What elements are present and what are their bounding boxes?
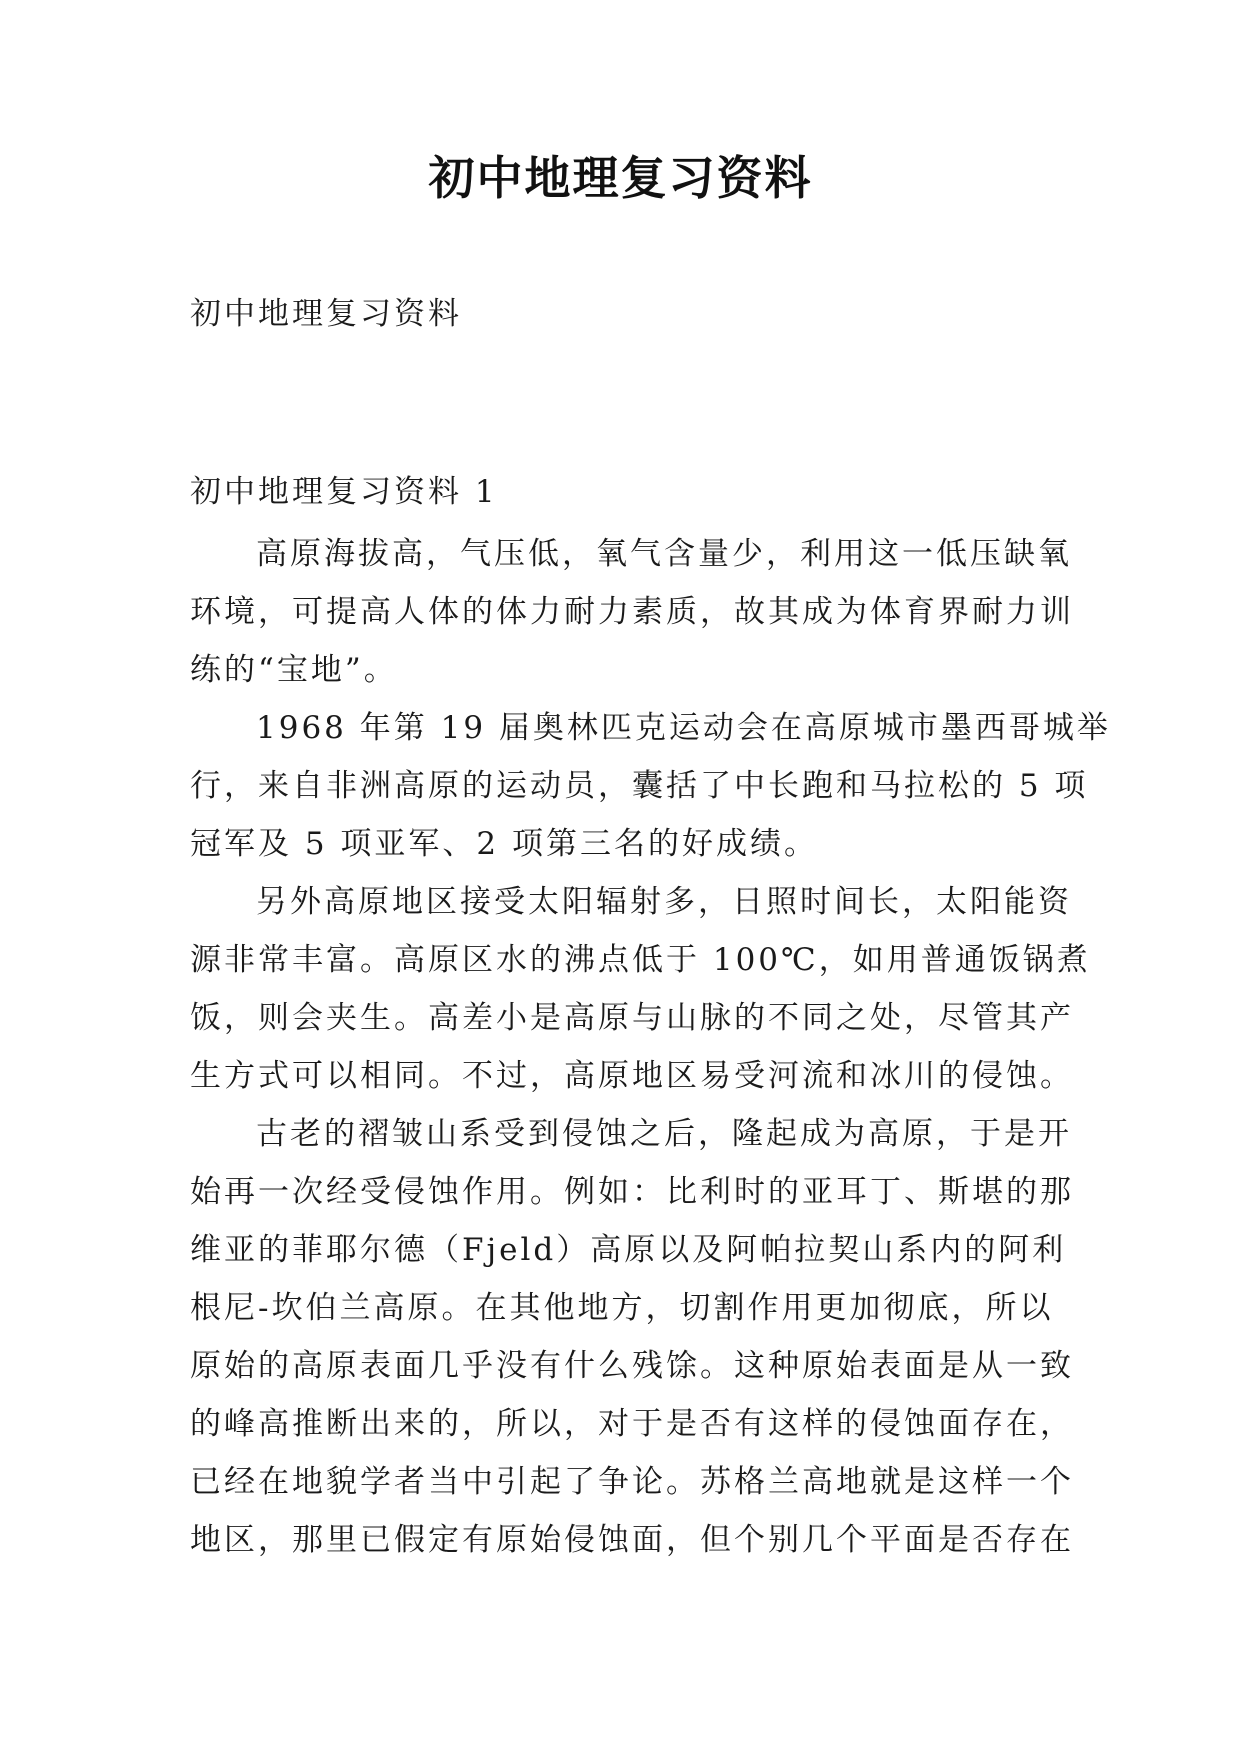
document-title: 初中地理复习资料 [428, 151, 813, 205]
paragraph-line: 高原海拔高，气压低，氧气含量少，利用这一低压缺氧 [256, 536, 1072, 572]
paragraph-line: 始再一次经受侵蚀作用。例如：比利时的亚耳丁、斯堪的那 [190, 1174, 1074, 1210]
paragraph-line: 已经在地貌学者当中引起了争论。苏格兰高地就是这样一个 [190, 1464, 1074, 1500]
paragraph-line: 另外高原地区接受太阳辐射多，日照时间长，太阳能资 [256, 884, 1072, 920]
document-subtitle: 初中地理复习资料 [190, 296, 462, 332]
paragraph-line: 环境，可提高人体的体力耐力素质，故其成为体育界耐力训 [190, 594, 1074, 630]
section-heading: 初中地理复习资料 1 [190, 474, 498, 510]
paragraph-line: 维亚的菲耶尔德（Fjeld）高原以及阿帕拉契山系内的阿利 [190, 1232, 1067, 1268]
paragraph-line: 的峰高推断出来的，所以，对于是否有这样的侵蚀面存在， [190, 1406, 1074, 1442]
paragraph-line: 1968 年第 19 届奥林匹克运动会在高原城市墨西哥城举 [256, 710, 1111, 746]
body-text [190, 525, 1111, 1569]
paragraph-line: 原始的高原表面几乎没有什么残馀。这种原始表面是从一致 [190, 1348, 1074, 1384]
paragraph-line: 古老的褶皱山系受到侵蚀之后，隆起成为高原，于是开 [256, 1116, 1072, 1152]
paragraph-line: 行，来自非洲高原的运动员，囊括了中长跑和马拉松的 5 项 [190, 768, 1089, 804]
paragraph-line: 根尼-坎伯兰高原。在其他地方，切割作用更加彻底，所以 [190, 1290, 1054, 1326]
paragraph-line: 源非常丰富。高原区水的沸点低于 100℃，如用普通饭锅煮 [190, 942, 1091, 978]
paragraph-line: 地区，那里已假定有原始侵蚀面，但个别几个平面是否存在 [190, 1522, 1074, 1558]
paragraph-line: 练的“宝地”。 [190, 652, 398, 688]
paragraph-line: 冠军及 5 项亚军、2 项第三名的好成绩。 [190, 826, 819, 862]
paragraph-line: 生方式可以相同。不过，高原地区易受河流和冰川的侵蚀。 [190, 1058, 1074, 1094]
paragraph-line: 饭，则会夹生。高差小是高原与山脉的不同之处，尽管其产 [190, 1000, 1074, 1036]
